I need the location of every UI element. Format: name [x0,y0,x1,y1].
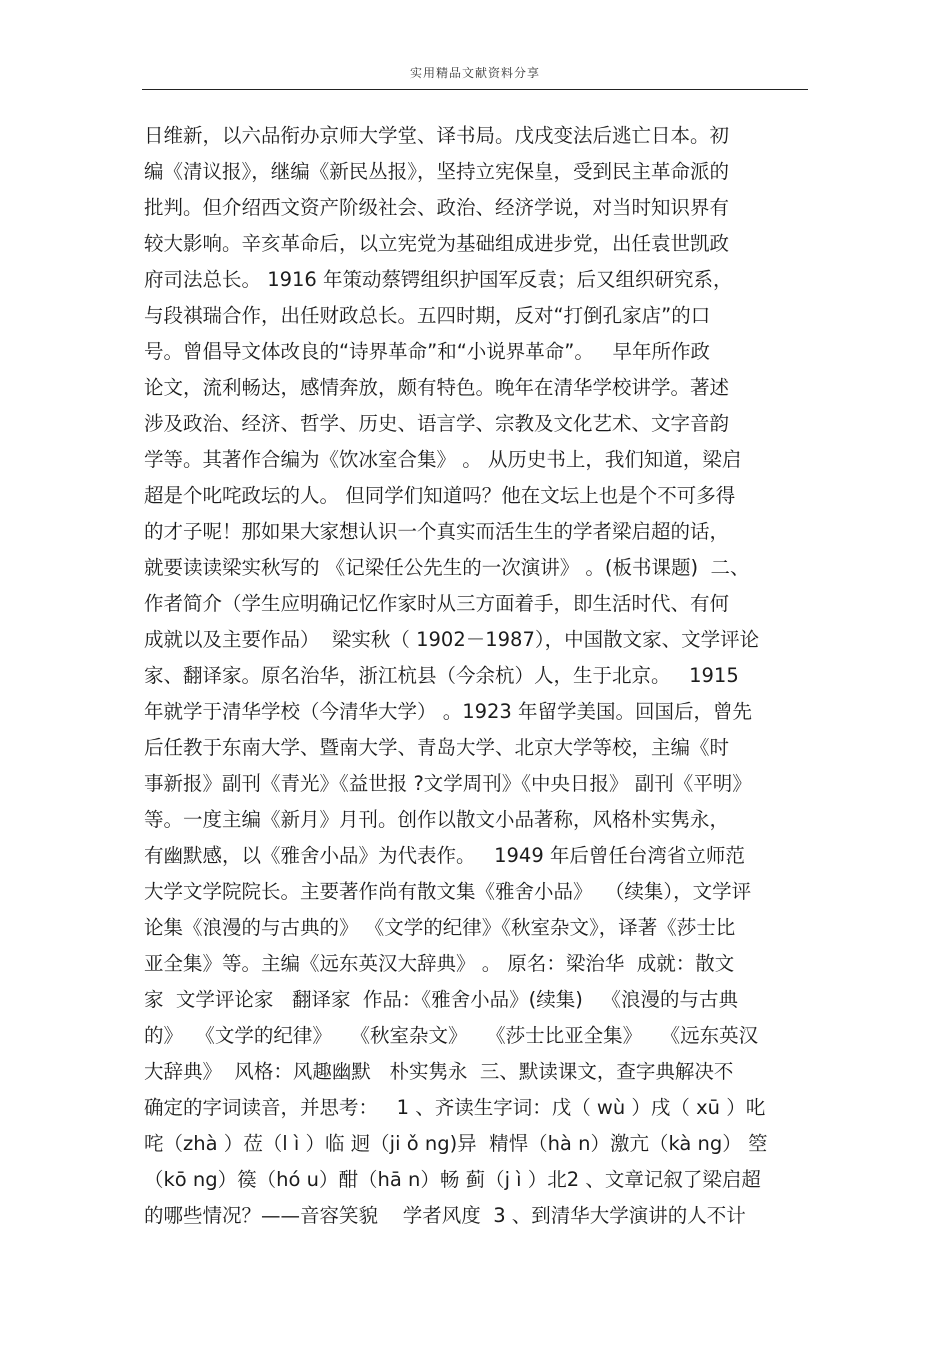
text-line: 较大影响。辛亥革命后，以立宪党为基础组成进步党，出任袁世凯政 [144,232,730,255]
text-line: 后任教于东南大学、暨南大学、青岛大学、北京大学等校，主编《时 [144,736,730,759]
text-line: 论集《浪漫的与古典的》 《文学的纪律》《秋室杂文》，译著《莎士比 [144,916,736,939]
text-line: 咤（zhà ）莅（l ì ）临 迥（ji ǒ ng)异 精悍（hà n）激亢（kà ng） 箜 [144,1132,768,1155]
text-line: 府司法总长。 1916 年策动蔡锷组织护国军反袁；后又组织研究系， [144,268,733,291]
text-line: 家、翻译家。原名治华，浙江杭县（今余杭）人，生于北京。 1915 [144,664,739,687]
text-line: 大辞典》 风格：风趣幽默 朴实隽永 三、默读课文，查字典解决不 [144,1060,734,1083]
text-line: 的才子呢！那如果大家想认识一个真实而活生生的学者梁启超的话， [144,520,730,543]
text-line: 成就以及主要作品） 梁实秋（ 1902－1987），中国散文家、文学评论 [144,628,760,651]
text-line: 批判。但介绍西文资产阶级社会、政治、经济学说，对当时知识界有 [144,196,730,219]
text-line: 超是个叱咤政坛的人。 但同学们知道吗？他在文坛上也是个不可多得 [144,484,736,507]
text-line: 的哪些情况？——音容笑貌 学者风度 3 、到清华大学演讲的人不计 [144,1204,746,1227]
page-header: 实用精品文献资料分享 [409,66,540,80]
body-text [144,118,816,1234]
text-line: 年就学于清华学校（今清华大学） 。1923 年留学美国。回国后，曾先 [144,700,753,723]
text-line: 确定的字词读音，并思考： 1 、齐读生字词：戊（ wù ）戌（ xū ）叱 [144,1096,766,1119]
text-line: 等。一度主编《新月》月刊。创作以散文小品著称，风格朴实隽永， [144,808,730,831]
text-line: 大学文学院院长。主要著作尚有散文集《雅舍小品》 （续集），文学评 [144,880,752,903]
text-line: 作者简介（学生应明确记忆作家时从三方面着手，即生活时代、有何 [144,592,730,615]
header-divider [142,89,808,90]
text-line: 论文，流利畅达，感情奔放，颇有特色。晚年在清华学校讲学。著述 [144,376,730,399]
text-line: （kō ng）篌（hó u）酣（hā n）畅 蓟（j ì ）北2 、文章记叙了梁启超 [144,1168,761,1191]
text-line: 学等。其著作合编为《饮冰室合集》 。 从历史书上，我们知道，梁启 [144,448,742,471]
text-line: 编《清议报》，继编《新民丛报》，坚持立宪保皇，受到民主革命派的 [144,160,730,183]
text-line: 就要读读梁实秋写的 《记梁任公先生的一次演讲》 。(板书课题) 二、 [144,556,750,579]
text-line: 亚全集》等。主编《远东英汉大辞典》 。 原名：梁治华 成就：散文 [144,952,735,975]
text-line: 号。曾倡导文体改良的“诗界革命”和“小说界革命”。 早年所作政 [144,340,711,363]
text-line: 有幽默感，以《雅舍小品》为代表作。 1949 年后曾任台湾省立师范 [144,844,745,867]
text-line: 日维新，以六品衔办京师大学堂、译书局。戊戌变法后逃亡日本。初 [144,124,730,147]
text-line: 与段祺瑞合作，出任财政总长。五四时期，反对“打倒孔家店”的口 [144,304,711,327]
text-line: 家 文学评论家 翻译家 作品：《雅舍小品》(续集) 《浪漫的与古典 [144,988,738,1011]
text-line: 事新报》副刊《青光》《益世报 ?文学周刊》《中央日报》 副刊《平明》 [144,772,752,795]
text-line: 的》 《文学的纪律》 《秋室杂文》 《莎士比亚全集》 《远东英汉 [144,1024,759,1047]
text-line: 涉及政治、经济、哲学、历史、语言学、宗教及文化艺术、文字音韵 [144,412,730,435]
